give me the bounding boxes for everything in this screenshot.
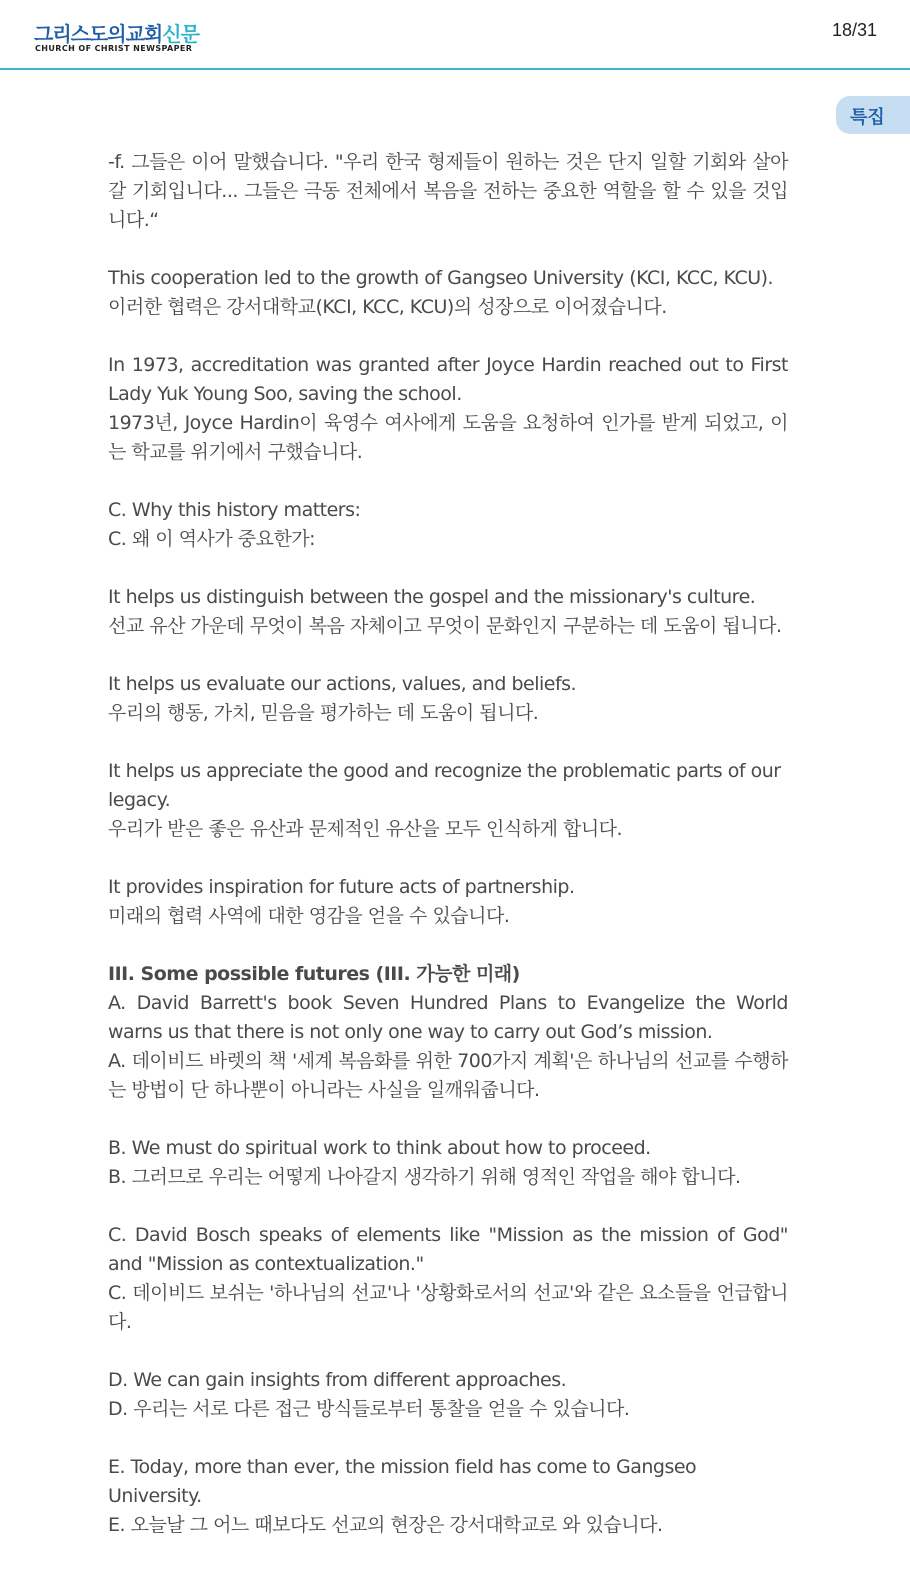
paragraph-korean: 우리의 행동, 가치, 믿음을 평가하는 데 도움이 됩니다. xyxy=(108,702,539,724)
paragraph-korean: 우리가 받은 좋은 유산과 문제적인 유산을 모두 인식하게 합니다. xyxy=(108,818,623,840)
paragraph xyxy=(108,264,788,322)
paragraph xyxy=(108,670,788,728)
paragraph-korean: C. 데이비드 보쉬는 '하나님의 선교'나 '상황화로서의 선교'와 같은 요소들을 언급합니다. xyxy=(108,1282,788,1333)
paragraph xyxy=(108,1453,788,1540)
paragraph-english: It helps us appreciate the good and recognize the problematic parts of our legacy. xyxy=(108,760,781,811)
article-body xyxy=(108,148,788,1569)
paragraph-english: E. Today, more than ever, the mission field has come to Gangseo University. xyxy=(108,1456,697,1507)
paragraph-english: D. We can gain insights from different approaches. xyxy=(108,1369,567,1391)
paragraph xyxy=(108,757,788,844)
paragraph-english: It helps us evaluate our actions, values, and beliefs. xyxy=(108,673,577,695)
paragraph-korean: 1973년, Joyce Hardin이 육영수 여사에게 도움을 요청하여 인가를 받게 되었고, 이는 학교를 위기에서 구했습니다. xyxy=(108,412,788,463)
paragraph-korean: C. 왜 이 역사가 중요한가: xyxy=(108,528,316,550)
logo-subtitle: CHURCH OF CHRIST NEWSPAPER xyxy=(35,44,193,53)
paragraph-english: C. Why this history matters: xyxy=(108,499,361,521)
paragraph xyxy=(108,351,788,467)
paragraph xyxy=(108,1366,788,1424)
paragraph xyxy=(108,960,788,1105)
paragraph-korean: 선교 유산 가운데 무엇이 복음 자체이고 무엇이 문화인지 구분하는 데 도움이 됩니다. xyxy=(108,615,782,637)
paragraph-korean: A. 데이비드 바렛의 책 '세계 복음화를 위한 700가지 계획'은 하나님의 선교를 수행하는 방법이 단 하나뿐이 아니라는 사실을 일깨워줍니다. xyxy=(108,1050,788,1101)
paragraph xyxy=(108,1134,788,1192)
paragraph-english: C. David Bosch speaks of elements like "Mission as the mission of God" and "Mission as contextualization." xyxy=(108,1224,788,1275)
paragraph xyxy=(108,496,788,554)
paragraph xyxy=(108,873,788,931)
paragraph-english: B. We must do spiritual work to think about how to proceed. xyxy=(108,1137,651,1159)
newspaper-logo[interactable] xyxy=(34,18,199,47)
paragraph-korean: E. 오늘날 그 어느 때보다도 선교의 현장은 강서대학교로 와 있습니다. xyxy=(108,1514,663,1536)
section-tag-label: 특집 xyxy=(850,107,885,128)
page-header xyxy=(0,0,910,70)
paragraph xyxy=(108,583,788,641)
paragraph-english: It helps us distinguish between the gospel and the missionary's culture. xyxy=(108,586,756,608)
paragraph-korean: 미래의 협력 사역에 대한 영감을 얻을 수 있습니다. xyxy=(108,905,510,927)
paragraph-english: In 1973, accreditation was granted after Joyce Hardin reached out to First Lady Yuk Young Soo, saving the school. xyxy=(108,354,788,405)
paragraph-korean: D. 우리는 서로 다른 접근 방식들로부터 통찰을 얻을 수 있습니다. xyxy=(108,1398,630,1420)
paragraph xyxy=(108,1221,788,1337)
page-number: 18/31 xyxy=(831,20,877,40)
paragraph-korean: 이러한 협력은 강서대학교(KCI, KCC, KCU)의 성장으로 이어졌습니다. xyxy=(108,296,667,318)
section-heading: III. Some possible futures (III. 가능한 미래) xyxy=(108,963,520,985)
paragraph-korean: B. 그러므로 우리는 어떻게 나아갈지 생각하기 위해 영적인 작업을 해야 합니다. xyxy=(108,1166,741,1188)
paragraph-english: This cooperation led to the growth of Gangseo University (KCI, KCC, KCU). xyxy=(108,267,774,289)
paragraph-text: -f. 그들은 이어 말했습니다. "우리 한국 형제들이 원하는 것은 단지 일할 기회와 살아갈 기회입니다... 그들은 극동 전체에서 복음을 전하는 중요한 역할을 할 수 있을 것입니다.“ xyxy=(108,151,788,231)
paragraph-english: A. David Barrett's book Seven Hundred Plans to Evangelize the World warns us that there is not only one way to carry out God’s mission. xyxy=(108,992,788,1043)
logo-accent-text: 신문 xyxy=(162,22,199,46)
section-tag xyxy=(836,96,910,134)
logo-main-text: 그리스도의교회 xyxy=(34,22,163,46)
paragraph xyxy=(108,148,788,235)
paragraph-english: It provides inspiration for future acts of partnership. xyxy=(108,876,575,898)
